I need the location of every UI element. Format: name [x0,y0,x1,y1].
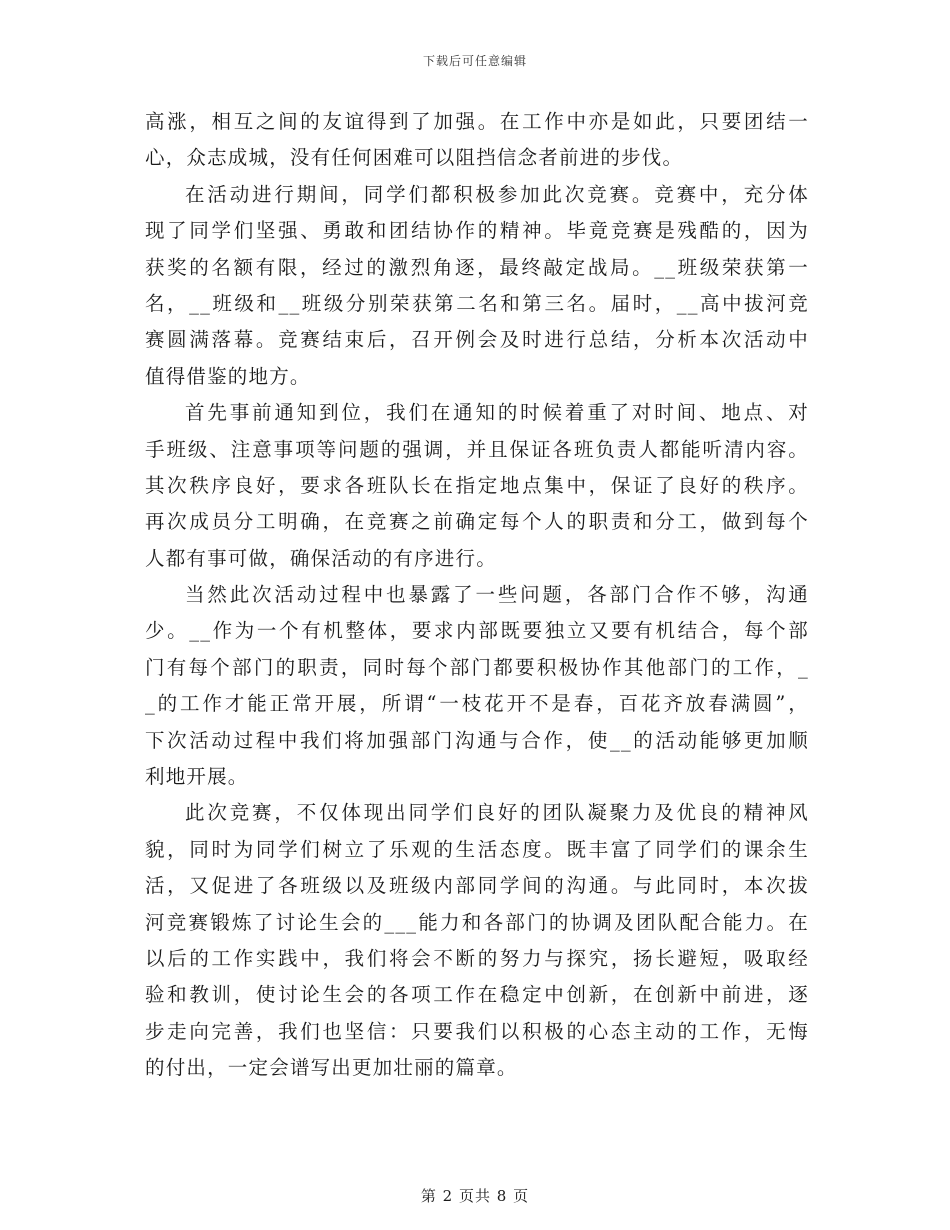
text-line: 此次竞赛，不仅体现出同学们良好的团队凝聚力及优良的精神风 [185,801,809,825]
text-line: 首先事前通知到位，我们在通知的时候着重了对时间、地点、对 [185,401,809,425]
text-line: 活，又促进了各班级以及班级内部同学间的沟通。与此同时，本次拔 [145,874,809,898]
text-line: 河竞赛锻炼了讨论生会的___能力和各部门的协调及团队配合能力。在 [145,910,809,934]
text-line: 利地开展。 [145,765,249,789]
text-line: 心，众志成城，没有任何困难可以阻挡信念者前进的步伐。 [145,146,684,170]
document-body [145,104,809,1087]
text-line: 少。__作为一个有机整体，要求内部既要独立又要有机结合，每个部 [145,619,809,643]
text-line: 其次秩序良好，要求各班队长在指定地点集中，保证了良好的秩序。 [145,473,809,497]
text-line: 验和教训，使讨论生会的各项工作在稳定中创新，在创新中前进，逐 [145,983,809,1007]
text-line: 获奖的名额有限，经过的激烈角逐，最终敲定战局。__班级荣获第一 [145,255,809,279]
text-line: 以后的工作实践中，我们将会不断的努力与探究，扬长避短，吸取经 [145,946,809,970]
text-line: 下次活动过程中我们将加强部门沟通与合作，使__的活动能够更加顺 [145,728,809,752]
paragraph [145,795,809,1086]
text-line: 人都有事可做，确保活动的有序进行。 [145,546,497,570]
text-line: 名，__班级和__班级分别荣获第二名和第三名。届时，__高中拔河竞 [145,291,809,315]
page-number: 第 2 页共 8 页 [420,1187,530,1205]
text-line: 手班级、注意事项等问题的强调，并且保证各班负责人都能听清内容。 [145,437,809,461]
page-header: 下载后可任意编辑 [422,54,527,68]
text-line: 貌，同时为同学们树立了乐观的生活态度。既丰富了同学们的课余生 [145,837,809,861]
text-line: 步走向完善，我们也坚信：只要我们以积极的心态主动的工作，无悔 [145,1019,809,1043]
text-line: 高涨，相互之间的友谊得到了加强。在工作中亦是如此，只要团结一 [145,110,809,133]
text-line: 值得借鉴的地方。 [145,364,311,388]
text-line: 赛圆满落幕。竞赛结束后，召开例会及时进行总结，分析本次活动中 [145,328,809,352]
paragraph [145,104,809,177]
paragraph [145,577,809,795]
text-line: _的工作才能正常开展，所谓“一枝花开不是春，百花齐放春满圆”， [145,692,809,716]
text-line: 在活动进行期间，同学们都积极参加此次竞赛。竞赛中，充分体 [185,182,809,206]
text-line: 的付出，一定会谱写出更加壮丽的篇章。 [145,1056,518,1080]
text-line: 门有每个部门的职责，同时每个部门都要积极协作其他部门的工作，_ [145,655,809,679]
text-line: 再次成员分工明确，在竞赛之前确定每个人的职责和分工，做到每个 [145,510,809,534]
paragraph [145,395,809,577]
paragraph [145,177,809,395]
text-line: 当然此次活动过程中也暴露了一些问题，各部门合作不够，沟通 [185,583,809,607]
text-line: 现了同学们坚强、勇敢和团结协作的精神。毕竟竞赛是残酷的，因为 [145,219,809,243]
